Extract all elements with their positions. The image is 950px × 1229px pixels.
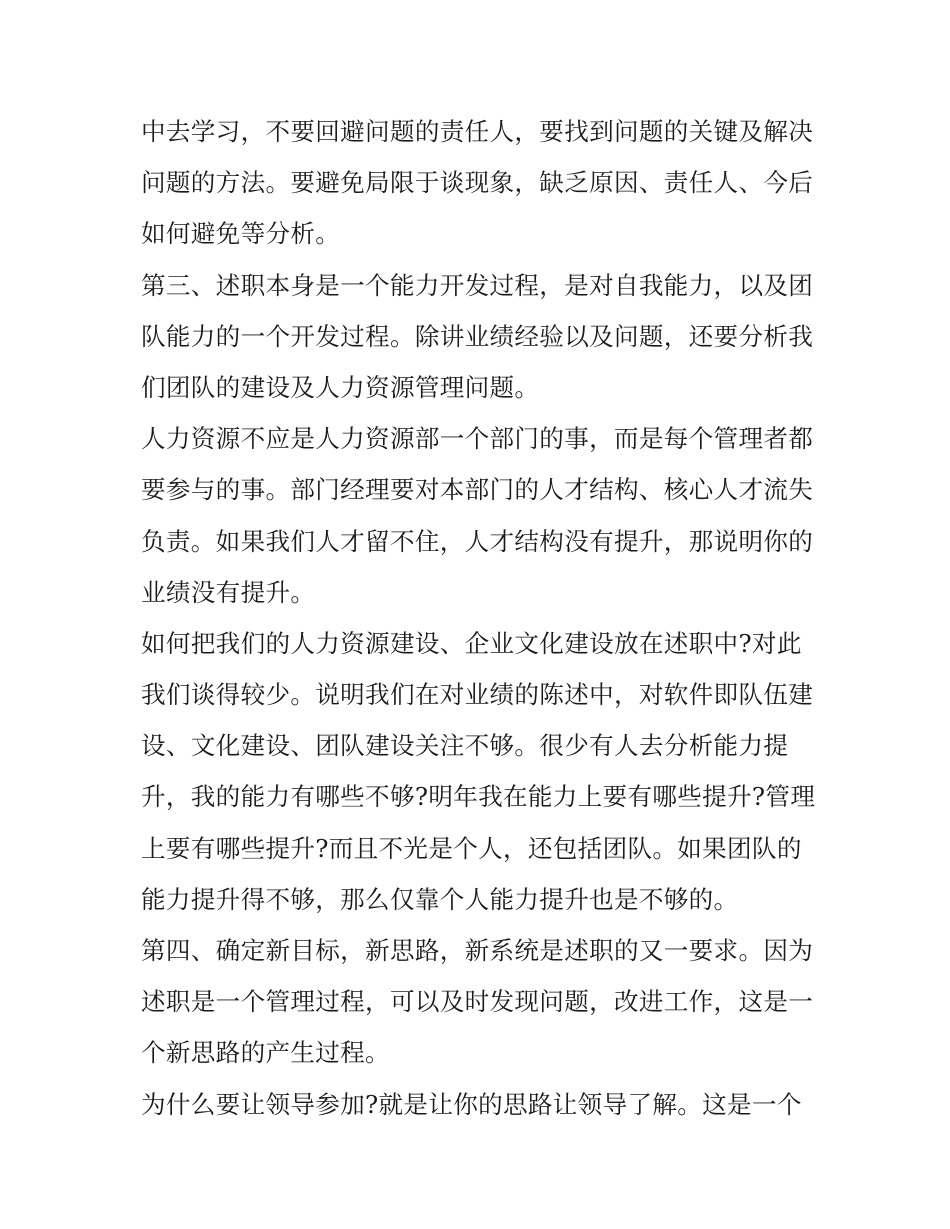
text-line: 如何避免等分析。 — [141, 219, 341, 249]
text-line: 负责。如果我们人才留不住，人才结构没有提升，那说明你的 — [141, 526, 814, 556]
text-line: 为什么要让领导参加?就是让你的思路让领导了解。这是一个 — [141, 1089, 802, 1119]
text-line: 要参与的事。部门经理要对本部门的人才结构、核心人才流失 — [141, 475, 814, 505]
text-line: 问题的方法。要避免局限于谈现象，缺乏原因、责任人、今后 — [141, 168, 814, 198]
text-line: 能力提升得不够，那么仅靠个人能力提升也是不够的。 — [141, 884, 739, 914]
text-line: 们团队的建设及人力资源管理问题。 — [141, 372, 540, 402]
text-line: 如何把我们的人力资源建设、企业文化建设放在述职中?对此 — [141, 628, 802, 658]
text-line: 个新思路的产生过程。 — [141, 1038, 390, 1068]
text-line: 第四、确定新目标，新思路，新系统是述职的又一要求。因为 — [141, 936, 814, 965]
text-line: 述职是一个管理过程，可以及时发现问题，改进工作，这是一 — [141, 987, 814, 1017]
document-body — [141, 106, 831, 1130]
text-line: 中去学习，不要回避问题的责任人，要找到问题的关键及解决 — [141, 117, 814, 146]
text-line: 我们谈得较少。说明我们在对业绩的陈述中，对软件即队伍建 — [141, 680, 814, 710]
text-line: 队能力的一个开发过程。除讲业绩经验以及问题，还要分析我 — [141, 321, 814, 351]
text-line: 业绩没有提升。 — [141, 577, 316, 607]
text-line: 人力资源不应是人力资源部一个部门的事，而是每个管理者都 — [141, 424, 814, 454]
text-line: 上要有哪些提升?而且不光是个人，还包括团队。如果团队的 — [141, 833, 802, 863]
text-line: 升，我的能力有哪些不够?明年我在能力上要有哪些提升?管理 — [141, 782, 816, 812]
text-line: 第三、述职本身是一个能力开发过程，是对自我能力，以及团 — [141, 270, 814, 300]
text-line: 设、文化建设、团队建设关注不够。很少有人去分析能力提 — [141, 731, 789, 761]
